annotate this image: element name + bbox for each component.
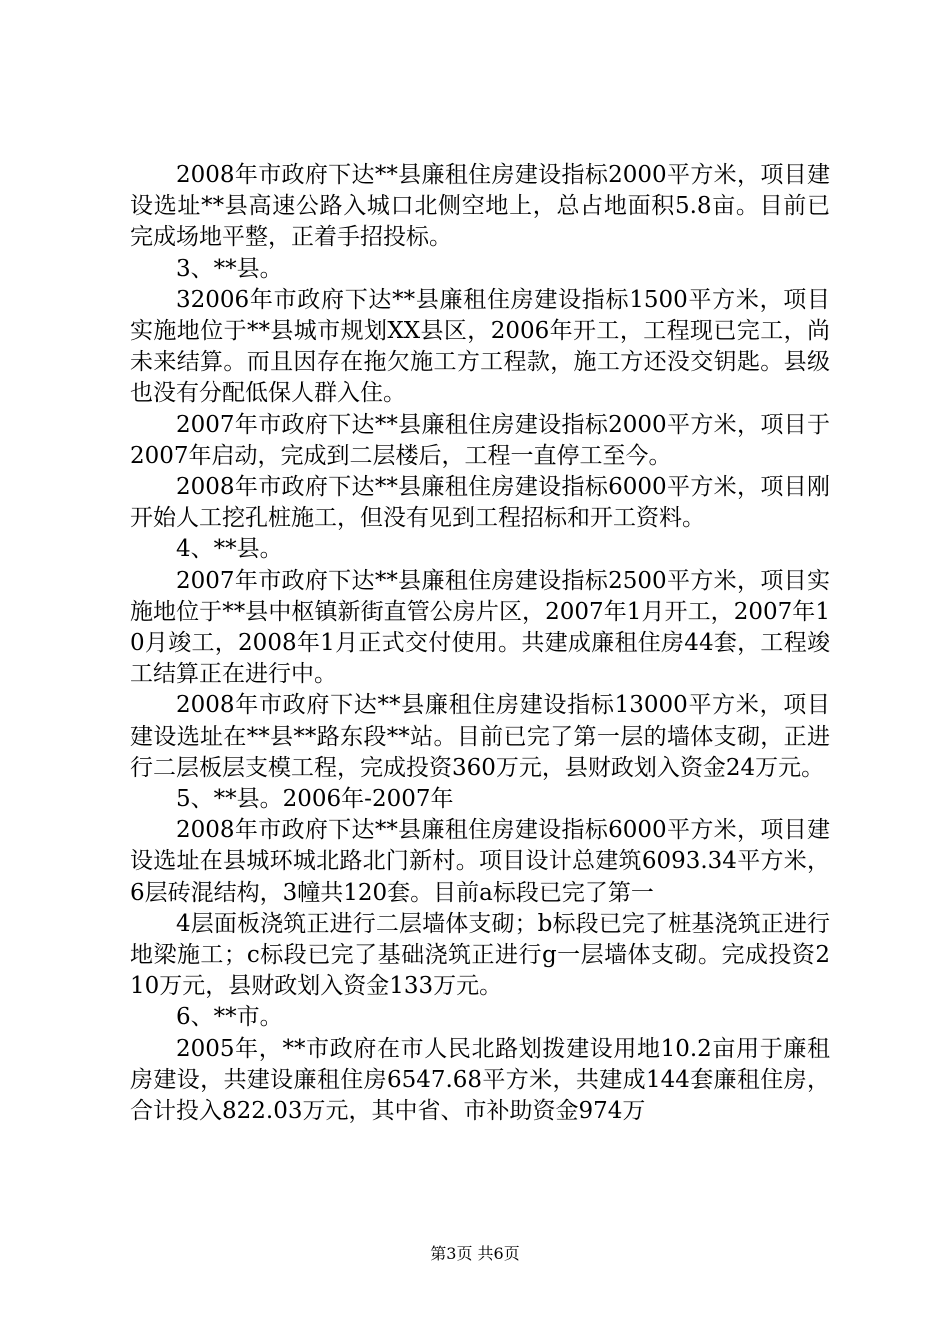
paragraph: 32006年市政府下达**县廉租住房建设指标1500平方米，项目实施地位于**县城市规划XX县区，2006年开工，工程现已完工，尚未来结算。而且因存在拖欠施工方工程款，施工方还没交钥匙。县级也没有分配低保人群入住。 [130, 286, 830, 407]
page-number-label: 第3页 共6页 [430, 1244, 520, 1263]
paragraph: 2005年，**市政府在市人民北路划拨建设用地10.2亩用于廉租房建设，共建设廉租住房6547.68平方米，共建成144套廉租住房，合计投入822.03万元，其中省、市补助资金974万 [130, 1035, 830, 1125]
paragraph: 2008年市政府下达**县廉租住房建设指标6000平方米，项目建设选址在县城环城北路北门新村。项目设计总建筑6093.34平方米，6层砖混结构，3幢共120套。目前a标段已完了第一 [130, 817, 830, 906]
paragraph: 2007年市政府下达**县廉租住房建设指标2500平方米，项目实施地位于**县中枢镇新街直管公房片区，2007年1月开工，2007年10月竣工，2008年1月正式交付使用。共建成廉租住房44套，工程竣工结算正在进行中。 [130, 567, 830, 688]
section-heading: 3、**县。 [176, 255, 283, 282]
paragraph: 2008年市政府下达**县廉租住房建设指标2000平方米，项目建设选址**县高速公路入城口北侧空地上，总占地面积5.8亩。目前已完成场地平整，正着手招投标。 [130, 162, 830, 251]
paragraph: 4层面板浇筑正进行二层墙体支砌；b标段已完了桩基浇筑正进行地梁施工；c标段已完了基础浇筑正进行g一层墙体支砌。完成投资210万元，县财政划入资金133万元。 [130, 910, 830, 1000]
paragraph: 2007年市政府下达**县廉租住房建设指标2000平方米，项目于2007年启动，完成到二层楼后，工程一直停工至今。 [130, 411, 830, 469]
section-heading: 5、**县。2006年-2007年 [176, 786, 454, 813]
paragraph: 2008年市政府下达**县廉租住房建设指标13000平方米，项目建设选址在**县**路东段**站。目前已完了第一层的墙体支砌，正进行二层板层支模工程，完成投资360万元，县财政划入资金24万元。 [130, 692, 830, 781]
paragraph: 2008年市政府下达**县廉租住房建设指标6000平方米，项目刚开始人工挖孔桩施工，但没有见到工程招标和开工资料。 [130, 474, 830, 532]
document-body [130, 160, 830, 1127]
page-footer [0, 1244, 950, 1264]
section-heading: 6、**市。 [176, 1004, 283, 1031]
section-heading: 4、**县。 [176, 536, 283, 563]
